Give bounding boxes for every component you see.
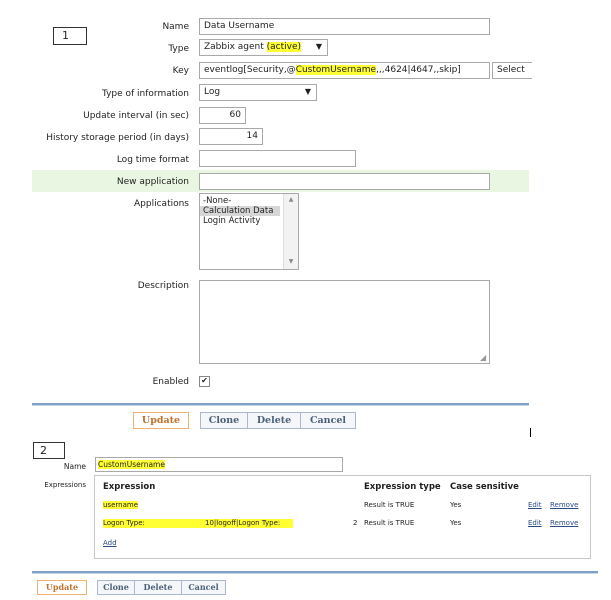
type-of-information-label: Type of information [101,89,189,99]
form-separator [32,403,529,406]
new-application-label: New application [116,177,189,187]
expression-extra-cell: 2 [353,519,358,527]
type-active-highlight: (active) [266,42,302,52]
key-label: Key [172,66,189,76]
description-label: Description [137,281,189,291]
update-interval-input[interactable]: 60 [199,107,246,124]
section-marker-2: 2 [33,442,65,459]
case-sensitive-header: Case sensitive [450,482,519,492]
case-sensitive-cell: Yes [450,519,462,527]
regex-name-highlight: CustomUsername [98,460,165,469]
cancel-button[interactable]: Cancel [300,412,356,429]
clone-button[interactable]: Clone [200,412,248,429]
form-separator-2 [32,571,598,574]
delete-button-2[interactable]: Delete [134,580,182,595]
history-storage-input[interactable]: 14 [199,128,263,145]
case-sensitive-cell: Yes [450,501,462,509]
key-value-prefix: eventlog[Security,@ [204,65,296,75]
applications-option-selected[interactable]: Calculation Data [200,206,280,216]
remove-link[interactable]: Remove [550,501,579,509]
new-application-input[interactable] [199,173,490,190]
applications-scrollbar[interactable] [283,194,298,269]
update-button[interactable]: Update [133,412,189,429]
key-value-highlight: CustomUsername [295,65,377,75]
text-cursor [530,428,531,437]
type-select[interactable] [199,39,328,56]
expressions-label: Expressions [44,481,86,489]
expression-type-header: Expression type [364,482,441,492]
type-select-value: Zabbix agent [204,42,267,52]
applications-option[interactable]: -None- [203,196,232,206]
expressions-table [94,475,591,559]
expression-cell-a: Logon Type: [103,519,145,527]
expression-cell: username [103,501,138,509]
add-expression-link[interactable]: Add [103,539,117,547]
history-storage-label: History storage period (in days) [46,133,189,143]
table-row [95,519,590,531]
expression-type-cell: Result is TRUE [364,519,415,527]
delete-button[interactable]: Delete [247,412,301,429]
applications-listbox[interactable] [199,193,299,270]
enabled-checkbox[interactable]: ✔ [199,376,210,387]
applications-option[interactable]: Login Activity [203,216,261,226]
regex-name-input[interactable] [95,457,343,472]
table-row [95,501,590,513]
expression-cell [103,519,293,528]
remove-link[interactable]: Remove [550,519,579,527]
update-interval-label: Update interval (in sec) [83,111,189,121]
name-label: Name [162,22,189,32]
key-select-button[interactable]: Select [492,62,532,79]
cancel-button-2[interactable]: Cancel [181,580,226,595]
expression-header: Expression [103,482,156,492]
regex-name-label: Name [63,462,86,471]
resize-grip-icon[interactable]: ◢ [480,353,487,362]
update-button-2[interactable]: Update [37,580,87,595]
expression-type-cell: Result is TRUE [364,501,415,509]
type-of-information-select[interactable]: Log ▼ [199,84,317,101]
scroll-down-icon[interactable]: ▼ [288,258,294,265]
key-value-suffix: ,,,4624|4647,,skip] [376,65,461,75]
scroll-up-icon[interactable]: ▲ [288,196,294,203]
log-time-format-label: Log time format [116,155,189,165]
name-input[interactable]: Data Username [199,18,490,35]
expression-cell-b: 10|logoff|Logon Type: [205,519,281,527]
section-marker-1: 1 [53,27,87,45]
description-textarea[interactable] [199,280,490,364]
applications-label: Applications [134,199,189,209]
edit-link[interactable]: Edit [528,501,542,509]
clone-button-2[interactable]: Clone [97,580,135,595]
log-time-format-input[interactable] [199,150,356,167]
edit-link[interactable]: Edit [528,519,542,527]
key-input[interactable] [199,62,490,79]
type-label: Type [168,44,189,54]
enabled-label: Enabled [152,377,189,387]
